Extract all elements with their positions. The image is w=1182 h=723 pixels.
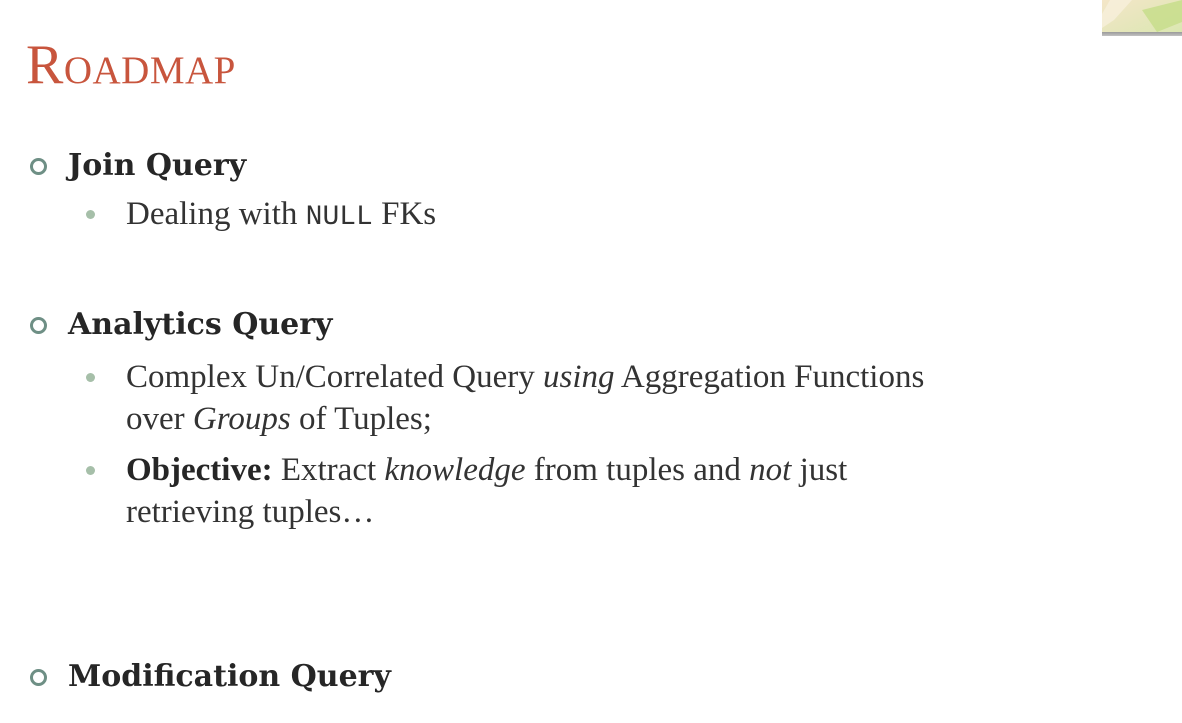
subbullet-text: Complex Un/Correlated Query using Aggregation Functions over Groups of Tuples; bbox=[126, 359, 925, 437]
code-null: NULL bbox=[305, 202, 373, 233]
dot-bullet-icon bbox=[86, 210, 95, 219]
bullet-modification-query bbox=[30, 658, 391, 696]
subbullet-text: Objective: Extract knowledge from tuples and not just retrieving tuples… bbox=[126, 452, 848, 530]
heading-join-query: Join Query bbox=[68, 148, 247, 183]
heading-modification-query: Modification Query bbox=[68, 659, 391, 694]
ring-bullet-icon bbox=[30, 158, 47, 175]
objective-label: Objective: bbox=[126, 452, 273, 488]
dot-bullet-icon bbox=[86, 373, 95, 382]
ring-bullet-icon bbox=[30, 317, 47, 334]
bullet-analytics-query bbox=[30, 306, 333, 344]
corner-decoration bbox=[1102, 0, 1182, 70]
slide-title: Roadmap bbox=[26, 34, 236, 96]
subbullet-text: Dealing with NULL FKs bbox=[126, 196, 437, 233]
bullet-join-query bbox=[30, 147, 247, 185]
dot-bullet-icon bbox=[86, 466, 95, 475]
heading-analytics-query: Analytics Query bbox=[68, 307, 333, 342]
ring-bullet-icon bbox=[30, 669, 47, 686]
